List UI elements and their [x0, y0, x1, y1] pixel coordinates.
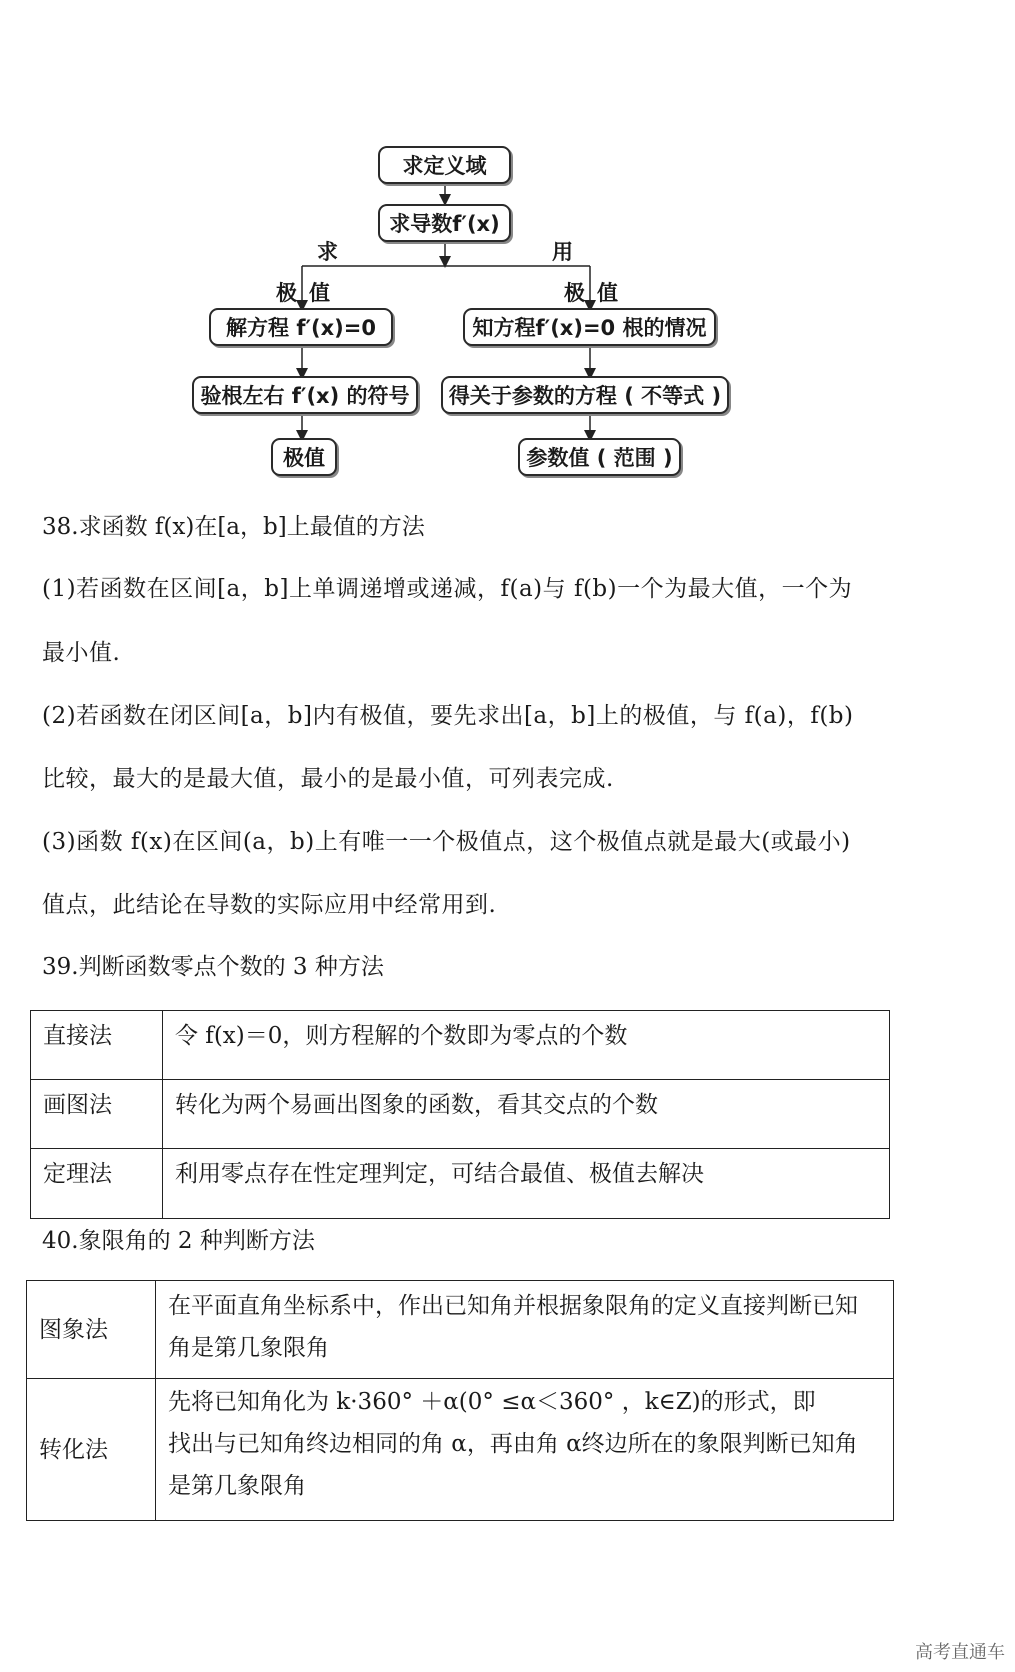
method-desc: 转化为两个易画出图象的函数，看其交点的个数 [175, 1092, 658, 1118]
flow-box-derivative: 求导数f′(x) [378, 204, 511, 242]
method-desc-line: 找出与已知角终边相同的角 α，再由角 α终边所在的象限判断已知角 [168, 1431, 858, 1457]
method-name: 图象法 [39, 1316, 108, 1343]
method-desc: 利用零点存在性定理判定，可结合最值、极值去解决 [175, 1161, 704, 1187]
method-name: 画图法 [43, 1092, 112, 1118]
method-name: 直接法 [43, 1023, 112, 1049]
flow-box-param-value: 参数值 ( 范围 ) [518, 438, 681, 476]
method-name: 转化法 [39, 1436, 108, 1463]
method-desc-line: 角是第几象限角 [168, 1335, 329, 1361]
quadrant-angle-methods-table [26, 1280, 894, 1521]
table-row [31, 1080, 890, 1149]
flow-label-left-zhi: 值 [309, 281, 330, 305]
watermark: 高考直通车 [915, 1642, 1005, 1663]
flowchart-connectors [0, 0, 1015, 520]
flow-label-seek: 求 [317, 240, 338, 264]
zero-count-methods-table [30, 1010, 890, 1219]
method-desc-line: 在平面直角坐标系中，作出已知角并根据象限角的定义直接判断已知 [168, 1293, 858, 1319]
method-desc: 令 f(x)＝0，则方程解的个数即为零点的个数 [175, 1023, 628, 1049]
section-39-title: 39.判断函数零点个数的 3 种方法 [42, 954, 384, 980]
flow-box-domain: 求定义域 [378, 146, 511, 184]
method-desc-line: 是第几象限角 [168, 1473, 306, 1499]
flow-label-left-ji: 极 [276, 281, 297, 305]
flow-box-solve-equation: 解方程 f′(x)=0 [209, 308, 393, 346]
section-38-line: 最小值. [42, 640, 121, 666]
table-row [27, 1281, 894, 1379]
method-desc-line: 先将已知角化为 k·360° ＋α(0° ≤α＜360° ，k∈Z)的形式，即 [168, 1389, 816, 1415]
flow-label-use: 用 [552, 240, 573, 264]
section-38-title: 38.求函数 f(x)在[a，b]上最值的方法 [42, 514, 425, 540]
flow-label-right-ji: 极 [564, 281, 585, 305]
section-38-line: (3)函数 f(x)在区间(a，b)上有唯一一个极值点，这个极值点就是最大(或最小) [42, 829, 851, 855]
method-name: 定理法 [43, 1161, 112, 1187]
flow-box-check-sign: 验根左右 f′(x) 的符号 [192, 376, 418, 414]
flow-box-param-equation: 得关于参数的方程 ( 不等式 ) [441, 376, 729, 414]
table-row [31, 1149, 890, 1219]
section-38-line: (2)若函数在闭区间[a，b]内有极值，要先求出[a，b]上的极值，与 f(a)，f(b) [42, 703, 854, 729]
table-row [27, 1379, 894, 1521]
flow-label-right-zhi: 值 [597, 281, 618, 305]
section-40-title: 40.象限角的 2 种判断方法 [42, 1228, 315, 1254]
section-38-line: 值点，此结论在导数的实际应用中经常用到. [42, 892, 497, 918]
section-38-line: 比较，最大的是最大值，最小的是最小值，可列表完成. [42, 766, 614, 792]
flow-box-extremum: 极值 [271, 438, 337, 476]
table-row [31, 1011, 890, 1080]
section-38-line: (1)若函数在区间[a，b]上单调递增或递减，f(a)与 f(b)一个为最大值，一个为 [42, 576, 853, 602]
flow-box-root-info: 知方程f′(x)=0 根的情况 [463, 308, 716, 346]
